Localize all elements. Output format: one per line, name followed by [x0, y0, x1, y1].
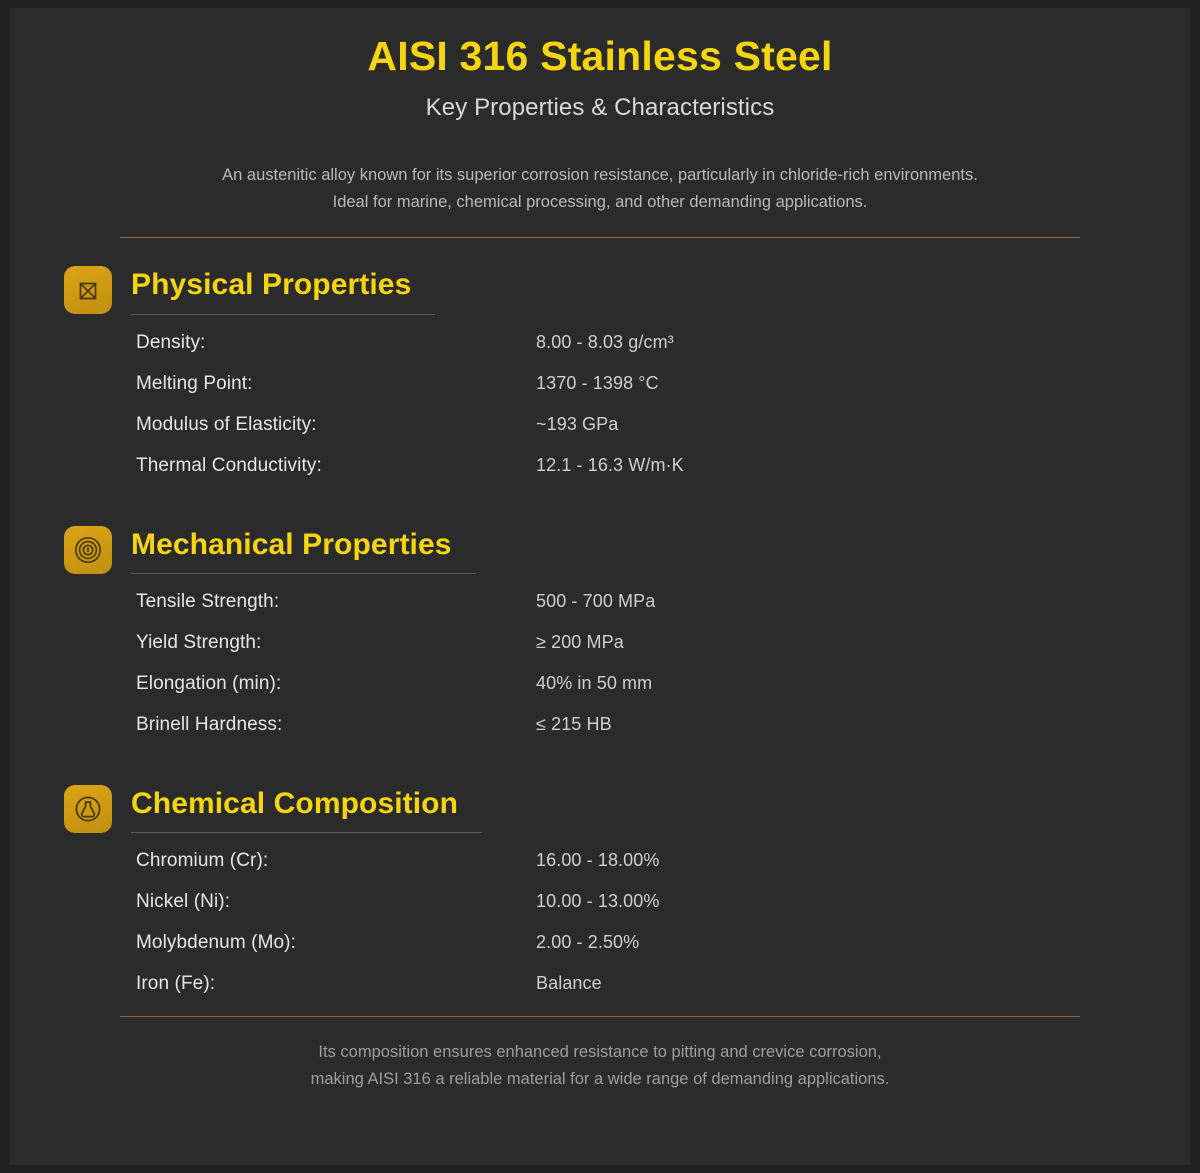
property-label: Iron (Fe): [136, 972, 216, 994]
footer-note [10, 1039, 1190, 1092]
page-subtitle: Key Properties & Characteristics [425, 93, 775, 121]
property-value: 8.00 - 8.03 g/cm³ [536, 331, 674, 352]
property-row [136, 714, 1190, 755]
property-label: Tensile Strength: [136, 590, 280, 612]
section-chemical-composition [10, 785, 1190, 1014]
property-value: 2.00 - 2.50% [536, 931, 640, 952]
properties-list [64, 591, 1190, 755]
section-header [64, 266, 1190, 314]
missing-glyph-box-icon [64, 266, 112, 314]
property-row [136, 973, 1190, 1014]
property-value: 16.00 - 18.00% [536, 849, 660, 870]
footer-divider [120, 1016, 1080, 1017]
property-row [136, 673, 1190, 714]
footer-line-2: making AISI 316 a reliable material for a wide range of demanding applications. [310, 1069, 890, 1088]
property-label: Nickel (Ni): [136, 890, 231, 912]
footer-line-1: Its composition ensures enhanced resistance to pitting and crevice corrosion, [318, 1042, 882, 1061]
property-label: Brinell Hardness: [136, 713, 283, 735]
properties-list [64, 850, 1190, 1014]
section-title-wrap [131, 526, 476, 574]
section-underline [131, 832, 482, 833]
section-mechanical-properties [10, 526, 1190, 755]
header [10, 8, 1190, 238]
property-value: ≥ 200 MPa [536, 631, 624, 652]
header-divider [120, 237, 1080, 238]
property-row [136, 891, 1190, 932]
property-row [136, 455, 1190, 496]
property-row [136, 632, 1190, 673]
section-underline [131, 573, 476, 574]
property-row [136, 932, 1190, 973]
property-row [136, 591, 1190, 632]
section-underline [131, 314, 435, 315]
section-title: Physical Properties [131, 268, 412, 302]
section-header [64, 785, 1190, 833]
page-title: AISI 316 Stainless Steel [367, 33, 833, 79]
property-value: ≤ 215 HB [536, 713, 612, 734]
property-label: Melting Point: [136, 372, 253, 394]
property-value: 40% in 50 mm [536, 672, 653, 693]
intro-line-1: An austenitic alloy known for its superior corrosion resistance, particularly in chloride-rich environments. [222, 165, 978, 184]
property-row [136, 414, 1190, 455]
property-value: Balance [536, 972, 602, 993]
section-title: Mechanical Properties [131, 527, 452, 561]
property-label: Thermal Conductivity: [136, 454, 322, 476]
section-header [64, 526, 1190, 574]
property-label: Chromium (Cr): [136, 849, 269, 871]
property-row [136, 332, 1190, 373]
property-row [136, 373, 1190, 414]
properties-list [64, 332, 1190, 496]
property-label: Yield Strength: [136, 631, 262, 653]
property-label: Density: [136, 331, 206, 353]
property-value: 12.1 - 16.3 W/m·K [536, 454, 684, 475]
intro-text [10, 162, 1190, 215]
property-label: Molybdenum (Mo): [136, 931, 296, 953]
property-value: 1370 - 1398 °C [536, 372, 659, 393]
property-label: Modulus of Elasticity: [136, 413, 317, 435]
section-title-wrap [131, 785, 482, 833]
intro-line-2: Ideal for marine, chemical processing, and other demanding applications. [332, 192, 868, 211]
property-value: ~193 GPa [536, 413, 619, 434]
property-value: 500 - 700 MPa [536, 590, 656, 611]
section-title-wrap [131, 266, 435, 314]
flask-in-circle-icon [64, 785, 112, 833]
property-value: 10.00 - 13.00% [536, 890, 660, 911]
property-label: Elongation (min): [136, 672, 282, 694]
section-physical-properties [10, 266, 1190, 495]
content-panel [10, 8, 1190, 1165]
section-title: Chemical Composition [131, 786, 459, 820]
property-row [136, 850, 1190, 891]
concentric-rings-icon [64, 526, 112, 574]
